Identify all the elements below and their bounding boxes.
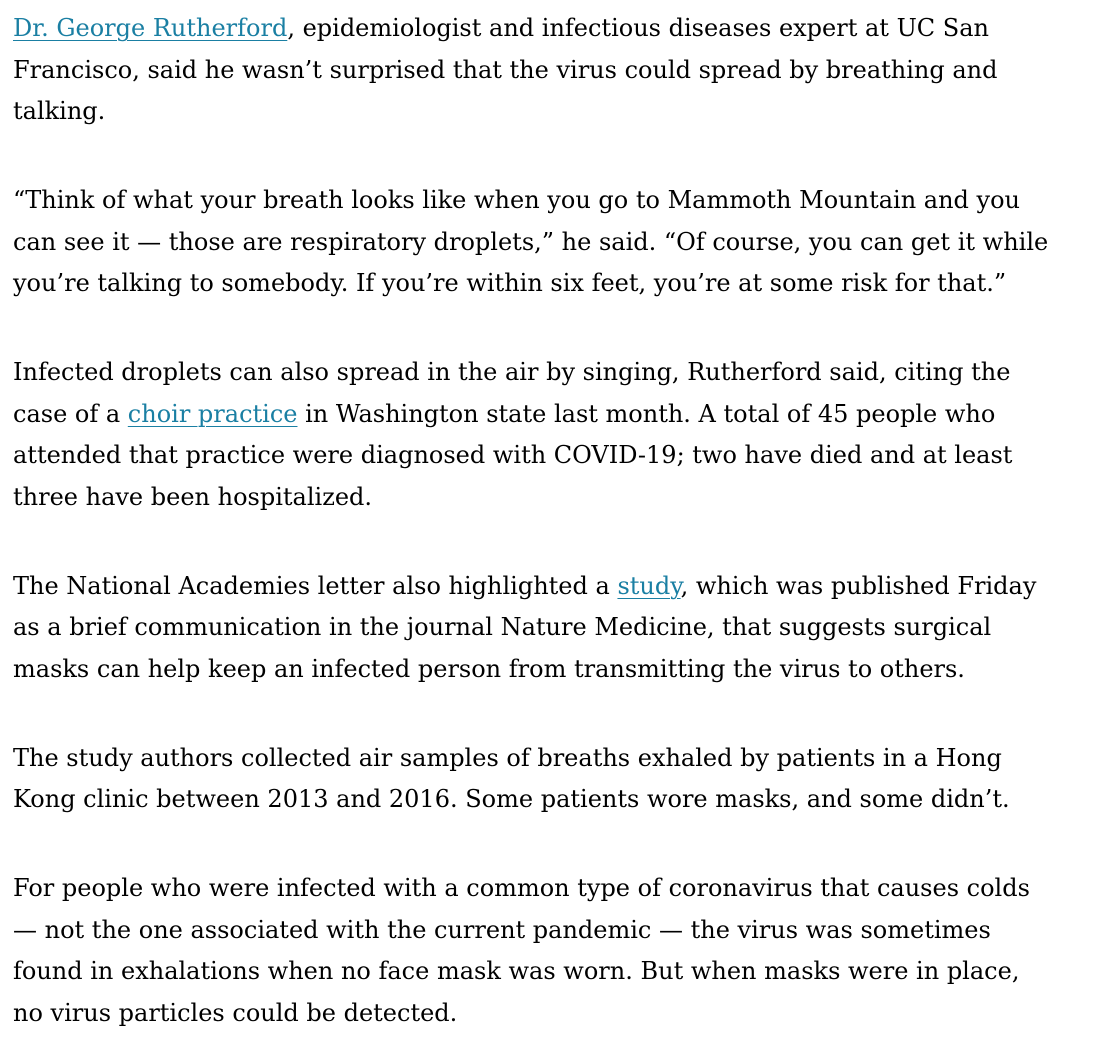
paragraph-study-authors bbox=[13, 738, 1090, 821]
paragraph-coronavirus-colds bbox=[13, 868, 1090, 1034]
text-line: talking. bbox=[13, 97, 106, 125]
link-choir-practice[interactable]: choir practice bbox=[127, 399, 298, 428]
text-line: masks can help keep an infected person from transmitting the virus to others. bbox=[13, 654, 965, 683]
text-line: as a brief communication in the journal Nature Medicine, that suggests surgical bbox=[13, 613, 992, 641]
text-line: no virus particles could be detected. bbox=[13, 998, 458, 1027]
text-line: attended that practice were diagnosed with COVID-19; two have died and at least bbox=[13, 441, 1013, 469]
text-segment: , epidemiologist and infectious diseases expert at UC San bbox=[287, 14, 989, 42]
text-line: you’re talking to somebody. If you’re within six feet, you’re at some risk for that.” bbox=[13, 269, 1007, 297]
text-line: can see it — those are respiratory droplets,” he said. “Of course, you can get it while bbox=[13, 227, 1049, 256]
text-line: three have been hospitalized. bbox=[13, 482, 373, 511]
text-line: “Think of what your breath looks like when you go to Mammoth Mountain and you bbox=[13, 186, 1021, 214]
text-line: — not the one associated with the current pandemic — the virus was sometimes bbox=[13, 915, 991, 944]
text-line: For people who were infected with a common type of coronavirus that causes colds bbox=[13, 874, 1030, 902]
paragraph-rutherford-intro bbox=[13, 8, 1090, 133]
link-george-rutherford[interactable]: Dr. George Rutherford bbox=[13, 14, 288, 42]
paragraph-choir-practice bbox=[13, 352, 1090, 518]
paragraph-quote-breath bbox=[13, 180, 1090, 305]
text-line: Kong clinic between 2013 and 2016. Some patients wore masks, and some didn’t. bbox=[13, 785, 1010, 813]
text-line bbox=[13, 394, 1090, 436]
paragraph-national-academies bbox=[13, 566, 1090, 691]
text-line: Francisco, said he wasn’t surprised that the virus could spread by breathing and bbox=[13, 55, 998, 84]
text-line: The study authors collected air samples of breaths exhaled by patients in a Hong bbox=[13, 743, 1002, 772]
text-segment: case of a bbox=[13, 399, 128, 428]
text-line: Infected droplets can also spread in the air by singing, Rutherford said, citing the bbox=[13, 358, 1011, 386]
text-line: found in exhalations when no face mask was worn. But when masks were in place, bbox=[13, 957, 1020, 985]
text-line bbox=[13, 566, 1090, 608]
text-segment: in Washington state last month. A total of 45 people who bbox=[297, 399, 996, 428]
link-study[interactable]: study bbox=[617, 571, 681, 600]
text-segment: , which was published Friday bbox=[680, 571, 1037, 600]
text-segment: The National Academies letter also highlighted a bbox=[13, 571, 618, 600]
text-line bbox=[13, 8, 1090, 50]
